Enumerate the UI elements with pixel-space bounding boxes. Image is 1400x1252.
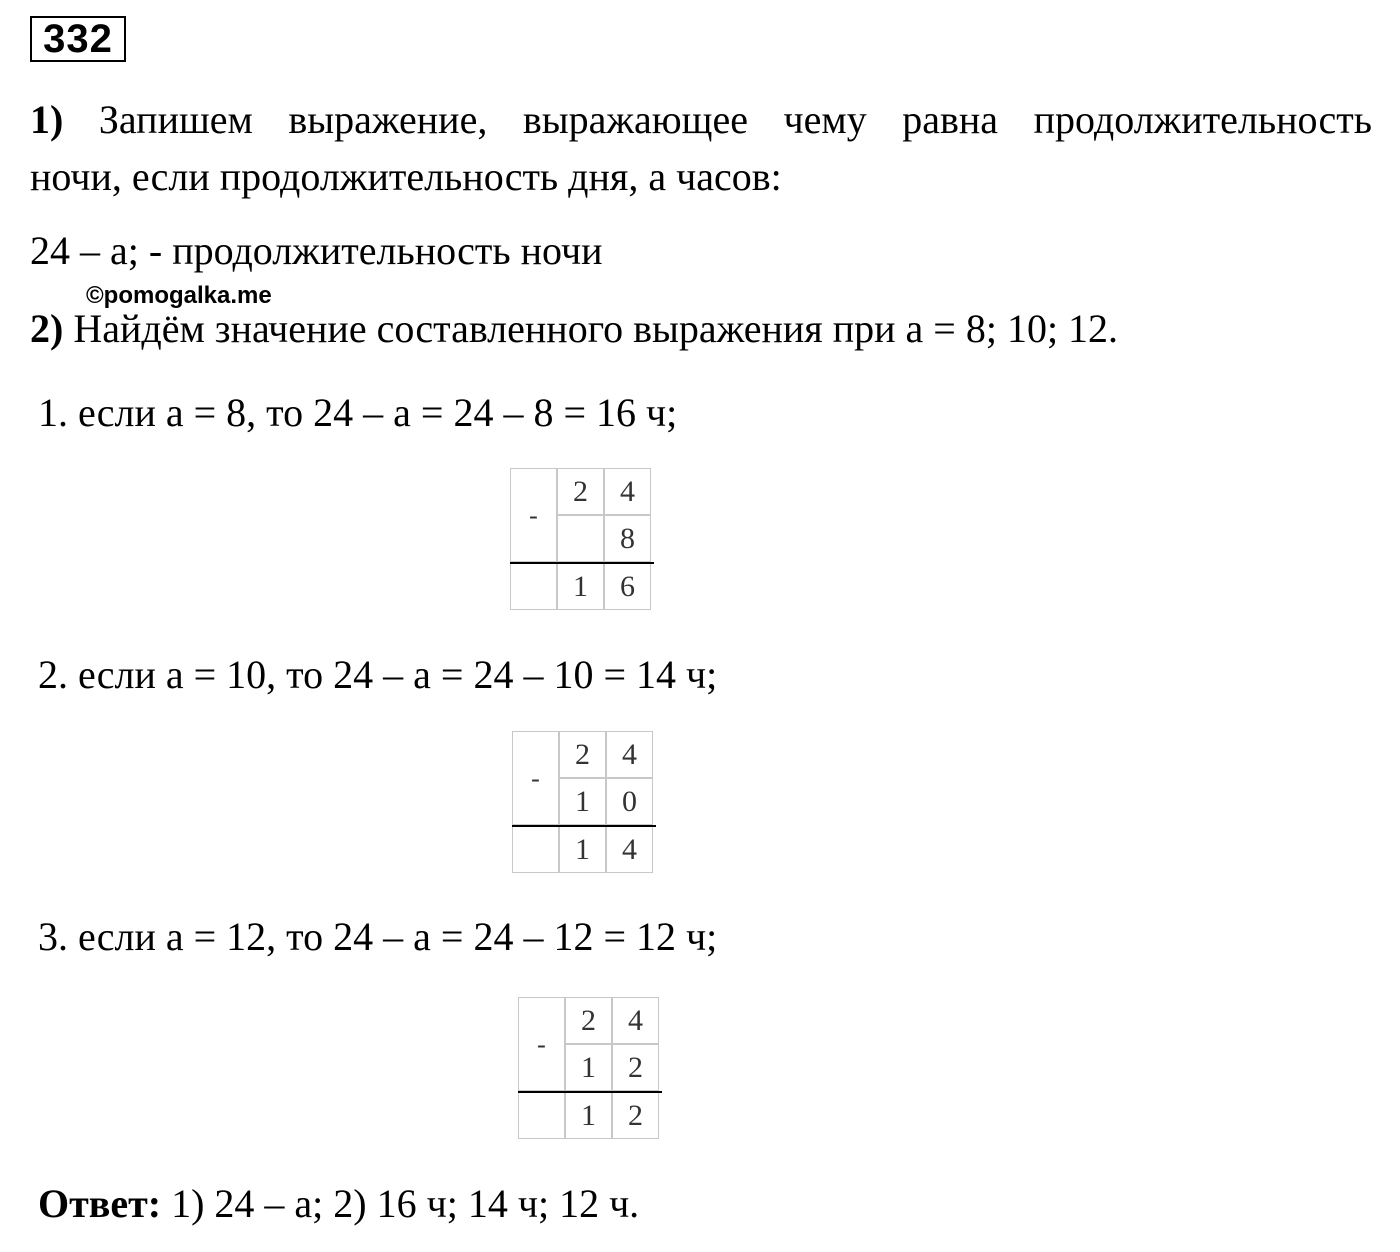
answer-line	[38, 1180, 639, 1228]
subtraction-grid-2	[512, 731, 656, 873]
result-digit: 2	[612, 1092, 659, 1139]
minus-sign: -	[512, 731, 559, 825]
answer-label: Ответ:	[38, 1181, 162, 1226]
minus-sign: -	[518, 997, 565, 1091]
result-digit: 4	[606, 826, 653, 873]
minus-sign: -	[510, 468, 557, 562]
empty-cell	[518, 1092, 565, 1139]
step1-marker: 1)	[30, 97, 64, 142]
minuend-digit: 4	[612, 997, 659, 1044]
subtrahend-digit: 0	[606, 778, 653, 825]
subtrahend-digit: 1	[565, 1044, 612, 1091]
minuend-digit: 2	[557, 468, 604, 515]
result-digit: 6	[604, 563, 651, 610]
subtrahend-digit: 1	[559, 778, 606, 825]
empty-cell	[510, 563, 557, 610]
minuend-digit: 4	[604, 468, 651, 515]
step1-text-line2: ночи, если продолжительность дня, а часов:	[30, 154, 782, 199]
case-2-text: 2. если а = 10, то 24 – а = 24 – 10 = 14 ч;	[38, 652, 718, 697]
result-digit: 1	[557, 563, 604, 610]
result-digit: 1	[559, 826, 606, 873]
subtrahend-digit: 8	[604, 515, 651, 562]
result-rule	[518, 1091, 662, 1093]
answer-text: 1) 24 – а; 2) 16 ч; 14 ч; 12 ч.	[171, 1181, 640, 1226]
result-rule	[510, 562, 654, 564]
step1-text-line1: Запишем выражение, выражающее чему равна продолжительность	[98, 97, 1373, 142]
result-digit: 1	[565, 1092, 612, 1139]
minuend-digit: 4	[606, 731, 653, 778]
subtrahend-digit	[557, 515, 604, 562]
minuend-digit: 2	[565, 997, 612, 1044]
task-number: 332	[30, 16, 126, 62]
step2-marker: 2)	[30, 306, 64, 351]
case-1-text: 1. если а = 8, то 24 – а = 24 – 8 = 16 ч;	[38, 390, 678, 435]
subtrahend-digit: 2	[612, 1044, 659, 1091]
minuend-digit: 2	[559, 731, 606, 778]
result-rule	[512, 825, 656, 827]
watermark: ©pomogalka.me	[86, 282, 272, 309]
step1-line1	[30, 96, 1372, 144]
step2-text: Найдём значение составленного выражения при а = 8; 10; 12.	[73, 306, 1119, 351]
expression-line: 24 – а; - продолжительность ночи	[30, 228, 603, 273]
empty-cell	[512, 826, 559, 873]
subtraction-grid-3	[518, 997, 662, 1139]
step2-line	[30, 305, 1118, 353]
case-3-text: 3. если а = 12, то 24 – а = 24 – 12 = 12 ч;	[38, 914, 718, 959]
subtraction-grid-1	[510, 468, 654, 610]
